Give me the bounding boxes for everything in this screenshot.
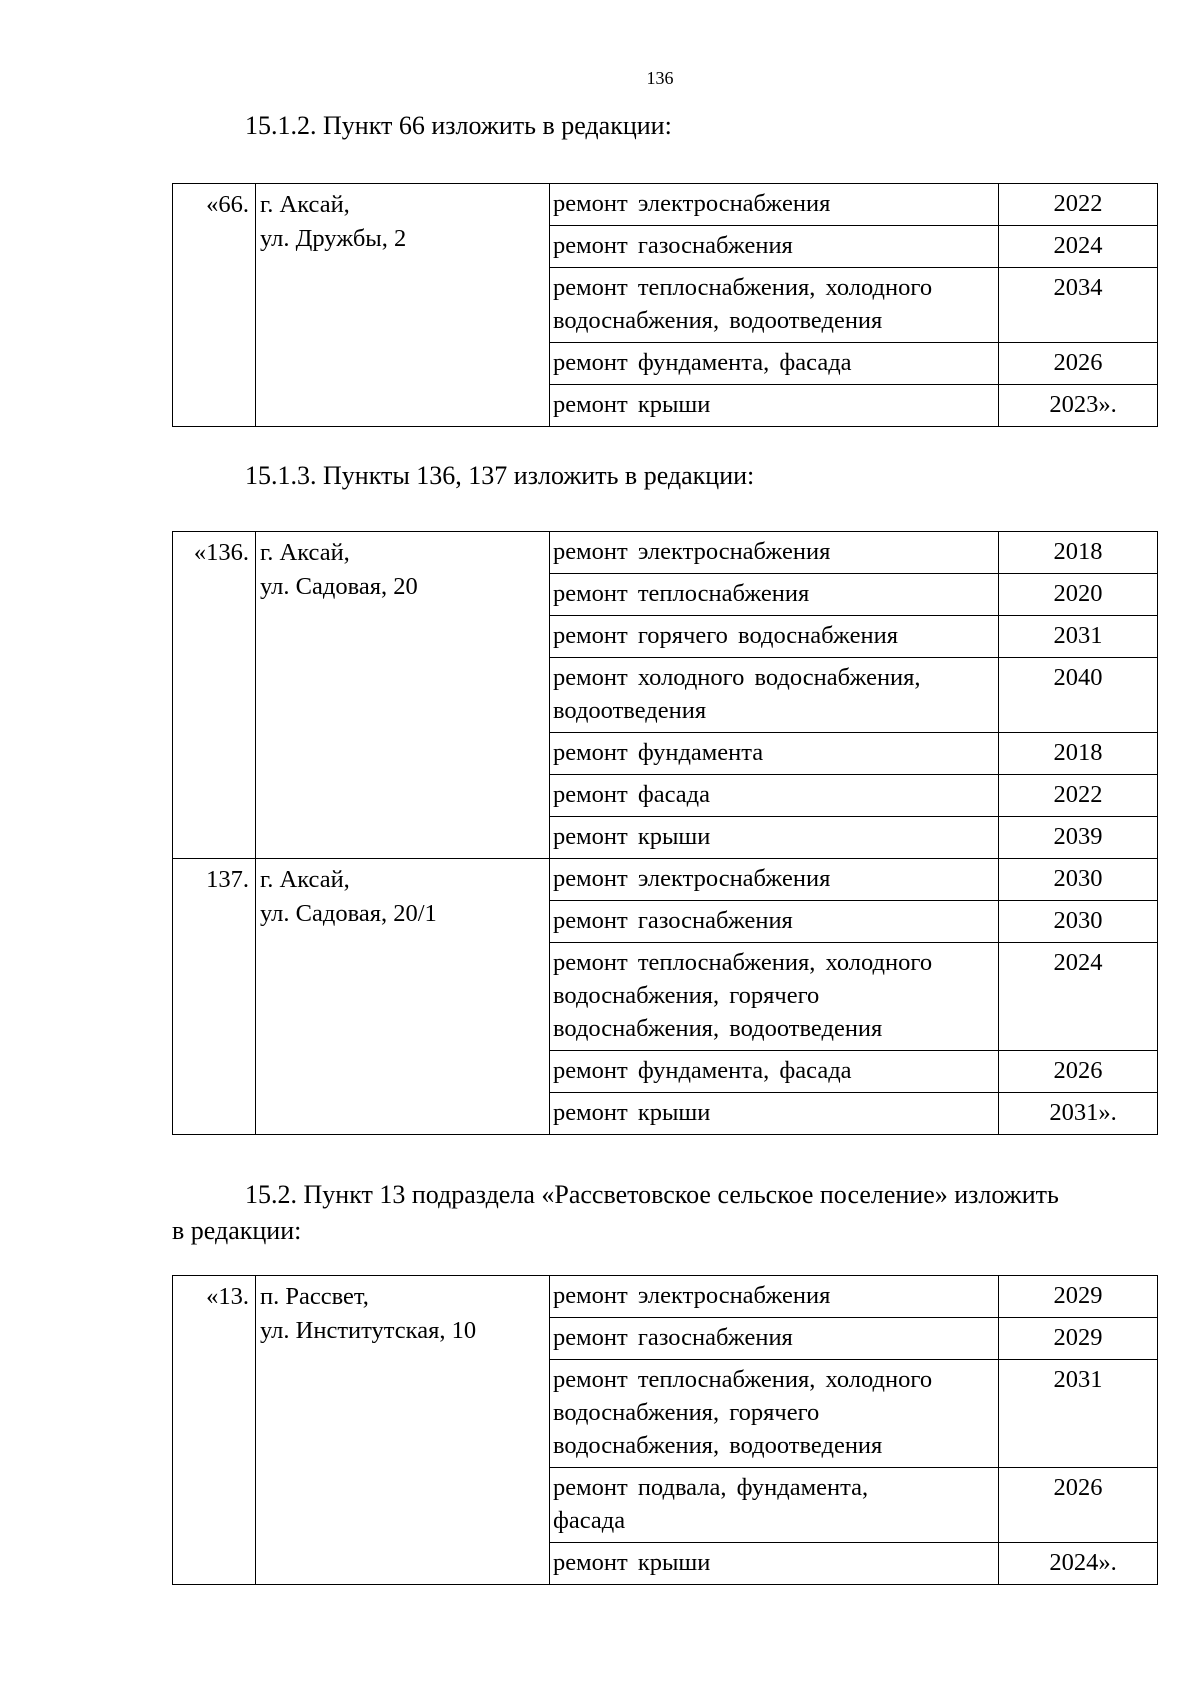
work-line: ремонт холодного водоснабжения, [553, 664, 921, 691]
work-line: ремонт подвала, фундамента, [553, 1474, 869, 1501]
repair-year: 2039 [999, 817, 1158, 859]
work-line: ремонт газоснабжения [553, 1324, 793, 1351]
repair-year: 2024 [999, 943, 1158, 1051]
section-heading [172, 1177, 1152, 1249]
work-line: ремонт теплоснабжения, холодного [553, 949, 933, 976]
address-line: г. Аксай, [260, 866, 350, 893]
work-line: водоснабжения, горячего [553, 982, 820, 1009]
repair-year: 2024 [999, 226, 1158, 268]
repair-work-type [550, 532, 999, 574]
repair-year: 2024». [999, 1543, 1158, 1585]
repair-work-type [550, 1468, 999, 1543]
table-row [173, 1276, 1158, 1318]
repair-work-type [550, 859, 999, 901]
repair-work-type [550, 658, 999, 733]
address-line: г. Аксай, [260, 191, 350, 218]
heading-line: 15.1.3. Пункты 136, 137 изложить в редакции: [245, 461, 755, 490]
repair-work-type [550, 226, 999, 268]
table-row [173, 859, 1158, 901]
work-line: водоснабжения, водоотведения [553, 307, 883, 334]
building-address [256, 859, 550, 1135]
repair-year: 2034 [999, 268, 1158, 343]
repair-work-type [550, 184, 999, 226]
work-line: ремонт теплоснабжения, холодного [553, 274, 933, 301]
repair-work-type [550, 1318, 999, 1360]
work-line: ремонт электроснабжения [553, 190, 831, 217]
work-line: ремонт фундамента [553, 739, 764, 766]
item-number: «13. [173, 1276, 256, 1585]
repair-work-type [550, 1543, 999, 1585]
repair-work-type [550, 574, 999, 616]
address-line: п. Рассвет, [260, 1283, 369, 1310]
repair-year: 2031 [999, 1360, 1158, 1468]
repair-work-type [550, 1360, 999, 1468]
address-line: ул. Дружбы, 2 [260, 225, 407, 252]
repair-work-type [550, 616, 999, 658]
heading-line: 15.2. Пункт 13 подраздела «Рассветовское сельское поселение» изложить [245, 1180, 1059, 1209]
repair-year: 2031». [999, 1093, 1158, 1135]
table-row [173, 532, 1158, 574]
work-line: ремонт крыши [553, 391, 711, 418]
repair-work-type [550, 385, 999, 427]
building-address [256, 184, 550, 427]
work-line: водоснабжения, горячего [553, 1399, 820, 1426]
building-address [256, 1276, 550, 1585]
work-line: ремонт фундамента, фасада [553, 349, 852, 376]
heading-line: 15.1.2. Пункт 66 изложить в редакции: [245, 111, 672, 140]
work-line: ремонт теплоснабжения, холодного [553, 1366, 933, 1393]
work-line: водоснабжения, водоотведения [553, 1015, 883, 1042]
repair-work-type [550, 1276, 999, 1318]
repair-schedule-table [172, 531, 1158, 1135]
repair-year: 2022 [999, 775, 1158, 817]
address-line: ул. Садовая, 20 [260, 573, 418, 600]
repair-year: 2030 [999, 901, 1158, 943]
repair-schedule-table [172, 1275, 1158, 1585]
repair-year: 2030 [999, 859, 1158, 901]
work-line: ремонт фундамента, фасада [553, 1057, 852, 1084]
repair-work-type [550, 817, 999, 859]
page-number: 136 [646, 68, 674, 88]
work-line: ремонт фасада [553, 781, 710, 808]
work-line: ремонт крыши [553, 823, 711, 850]
repair-work-type [550, 268, 999, 343]
repair-year: 2031 [999, 616, 1158, 658]
work-line: ремонт горячего водоснабжения [553, 622, 898, 649]
item-number: 137. [173, 859, 256, 1135]
item-number: «66. [173, 184, 256, 427]
repair-work-type [550, 1051, 999, 1093]
work-line: ремонт электроснабжения [553, 865, 831, 892]
repair-work-type [550, 775, 999, 817]
repair-year: 2020 [999, 574, 1158, 616]
heading-line: в редакции: [172, 1216, 302, 1245]
repair-work-type [550, 733, 999, 775]
work-line: ремонт теплоснабжения [553, 580, 810, 607]
work-line: ремонт газоснабжения [553, 232, 793, 259]
address-line: ул. Институтская, 10 [260, 1317, 477, 1344]
repair-year: 2040 [999, 658, 1158, 733]
repair-year: 2026 [999, 1468, 1158, 1543]
repair-year: 2029 [999, 1276, 1158, 1318]
address-line: г. Аксай, [260, 539, 350, 566]
repair-year: 2023». [999, 385, 1158, 427]
table-row [173, 184, 1158, 226]
repair-work-type [550, 1093, 999, 1135]
repair-schedule-table [172, 183, 1158, 427]
repair-year: 2029 [999, 1318, 1158, 1360]
section-heading [172, 108, 1152, 144]
work-line: ремонт электроснабжения [553, 1282, 831, 1309]
section-heading [172, 458, 1152, 494]
repair-year: 2026 [999, 343, 1158, 385]
repair-year: 2018 [999, 532, 1158, 574]
work-line: ремонт газоснабжения [553, 907, 793, 934]
work-line: ремонт крыши [553, 1549, 711, 1576]
building-address [256, 532, 550, 859]
repair-year: 2022 [999, 184, 1158, 226]
item-number: «136. [173, 532, 256, 859]
repair-year: 2026 [999, 1051, 1158, 1093]
repair-year: 2018 [999, 733, 1158, 775]
address-line: ул. Садовая, 20/1 [260, 900, 437, 927]
repair-work-type [550, 901, 999, 943]
work-line: ремонт крыши [553, 1099, 711, 1126]
work-line: ремонт электроснабжения [553, 538, 831, 565]
repair-work-type [550, 943, 999, 1051]
work-line: фасада [553, 1507, 626, 1534]
work-line: водоотведения [553, 697, 707, 724]
repair-work-type [550, 343, 999, 385]
work-line: водоснабжения, водоотведения [553, 1432, 883, 1459]
